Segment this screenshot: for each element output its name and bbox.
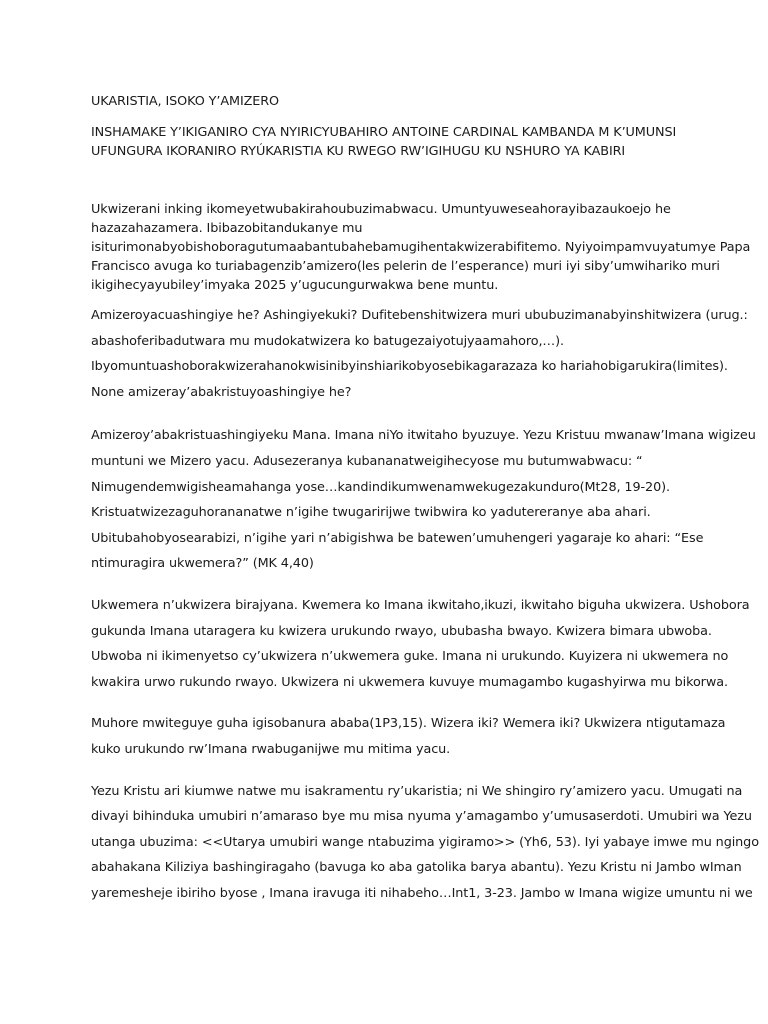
document-body: [91, 92, 759, 906]
paragraph-line: kuko urukundo rw’Imana rwabuganijwe mu mitima yacu.: [91, 741, 451, 757]
paragraph-line: Amizeroy’abakristuashingiyeku Mana. Imana niYo itwitaho byuzuye. Yezu Kristuu mwanaw’Imana wigizeu: [91, 428, 756, 444]
paragraph-line: divayi bihinduka umubiri n’amaraso bye mu misa nyuma y’amagambo y’umusaserdoti. Umubiri wa Yezu: [91, 809, 752, 825]
paragraph-line: abahakana Kiliziya bashingiragaho (bavuga ko aba gatolika barya abantu). Yezu Kristu ni Jambo wIman: [91, 860, 742, 876]
paragraph-line: Ukwizerani inking ikomeyetwubakirahoubuzimabwacu. Umuntyuweseahorayibazaukoejo he: [91, 202, 671, 217]
paragraph-line: gukunda Imana utaragera ku kwizera urukundo rwayo, ububasha bwayo. Kwizera bimara ubwoba.: [91, 623, 712, 639]
paragraph-line: Ubwoba ni ikimenyetso cy’ukwizera n’ukwemera guke. Imana ni urukundo. Kuyizera ni ukwemera no: [91, 649, 729, 665]
paragraph-line: Amizeroyacuashingiye he? Ashingiyekuki? Dufitebenshitwizera muri ububuzimanabyinshitwizera (urug.:: [91, 308, 748, 323]
paragraph-1: [91, 200, 751, 295]
paragraph-line: isiturimonabyobishoboragutumaabantubahebamugihentakwizerabifitemo. Nyiyoimpamvuyatumye Papa: [91, 240, 751, 255]
paragraph-line: hazazahazamera. Ibibazobitandukanye mu: [91, 221, 363, 236]
paragraph-line: utanga ubuzima: <<Utarya umubiri wange ntabuzima yigiramo>> (Yh6, 53). Iyi yabaye imwe mu ngingo: [91, 834, 759, 850]
paragraph-3: [91, 423, 756, 577]
paragraph-line: Ibyomuntuashoborakwizerahanokwisinibyinshiarikobyosebikagarazaza ko hariahobigarukira(limites).: [91, 359, 728, 375]
paragraph-line: abashoferibadutwara mu mudokatwizera ko batugezaiyotujyaamahoro,…).: [91, 333, 564, 349]
paragraph-line: None amizeray’abakristuyoashingiye he?: [91, 384, 352, 400]
paragraph-4: [91, 593, 750, 695]
document-subtitle: [91, 123, 691, 161]
paragraph-5: [91, 711, 726, 762]
paragraph-line: Nimugendemwigisheamahanga yose…kandindikumwenamwekugezakunduro(Mt28, 19-20).: [91, 479, 670, 495]
paragraph-2: [91, 303, 748, 405]
paragraph-line: yaremesheje ibiriho byose , Imana iravuga iti nihabeho…Int1, 3-23. Jambo w Imana wigize umuntu ni we: [91, 885, 753, 901]
paragraph-6: [91, 779, 759, 907]
paragraph-line: Ubitubahobyosearabizi, n’igihe yari n’abigishwa be batewen’umuhengeri yagaraje ko ahari: “Ese: [91, 530, 704, 546]
paragraph-line: Ukwemera n’ukwizera birajyana. Kwemera ko Imana ikwitaho,ikuzi, ikwitaho biguha ukwizera. Ushobora: [91, 597, 750, 613]
document-title: UKARISTIA, ISOKO Y’AMIZERO: [91, 94, 280, 109]
subtitle-line: INSHAMAKE Y’IKIGANIRO CYA NYIRICYUBAHIRO ANTOINE CARDINAL KAMBANDA M K’UMUNSI: [91, 125, 677, 140]
paragraph-line: Yezu Kristu ari kiumwe natwe mu isakramentu ry’ukaristia; ni We shingiro ry’amizero yacu. Umugati na: [91, 783, 743, 799]
paragraph-line: Francisco avuga ko turiabagenzib’amizero(les pelerin de l’esperance) muri iyi siby’umwihariko muri: [91, 259, 720, 274]
paragraph-line: ntimuragira ukwemera?” (MK 4,40): [91, 556, 314, 572]
paragraph-line: ikigihecyayubiley’imyaka 2025 y’ugucungurwakwa bene muntu.: [91, 278, 499, 293]
paragraph-line: kwakira urwo rukundo rwayo. Ukwizera ni ukwemera kuvuye mumagambo kugashyirwa mu bikorwa.: [91, 674, 728, 690]
paragraph-line: Muhore mwiteguye guha igisobanura ababa(1P3,15). Wizera iki? Wemera iki? Ukwizera ntigutamaza: [91, 716, 726, 732]
subtitle-line: UFUNGURA IKORANIRO RYÚKARISTIA KU RWEGO RW’IGIHUGU KU NSHURO YA KABIRI: [91, 144, 626, 159]
paragraph-line: Kristuatwizezaguhorananatwe n’igihe twugaririjwe twibwira ko yadutereranye aba ahari.: [91, 505, 651, 521]
paragraph-line: muntuni we Mizero yacu. Adusezeranya kubananatweigihecyose mu butumwabwacu: “: [91, 453, 643, 469]
